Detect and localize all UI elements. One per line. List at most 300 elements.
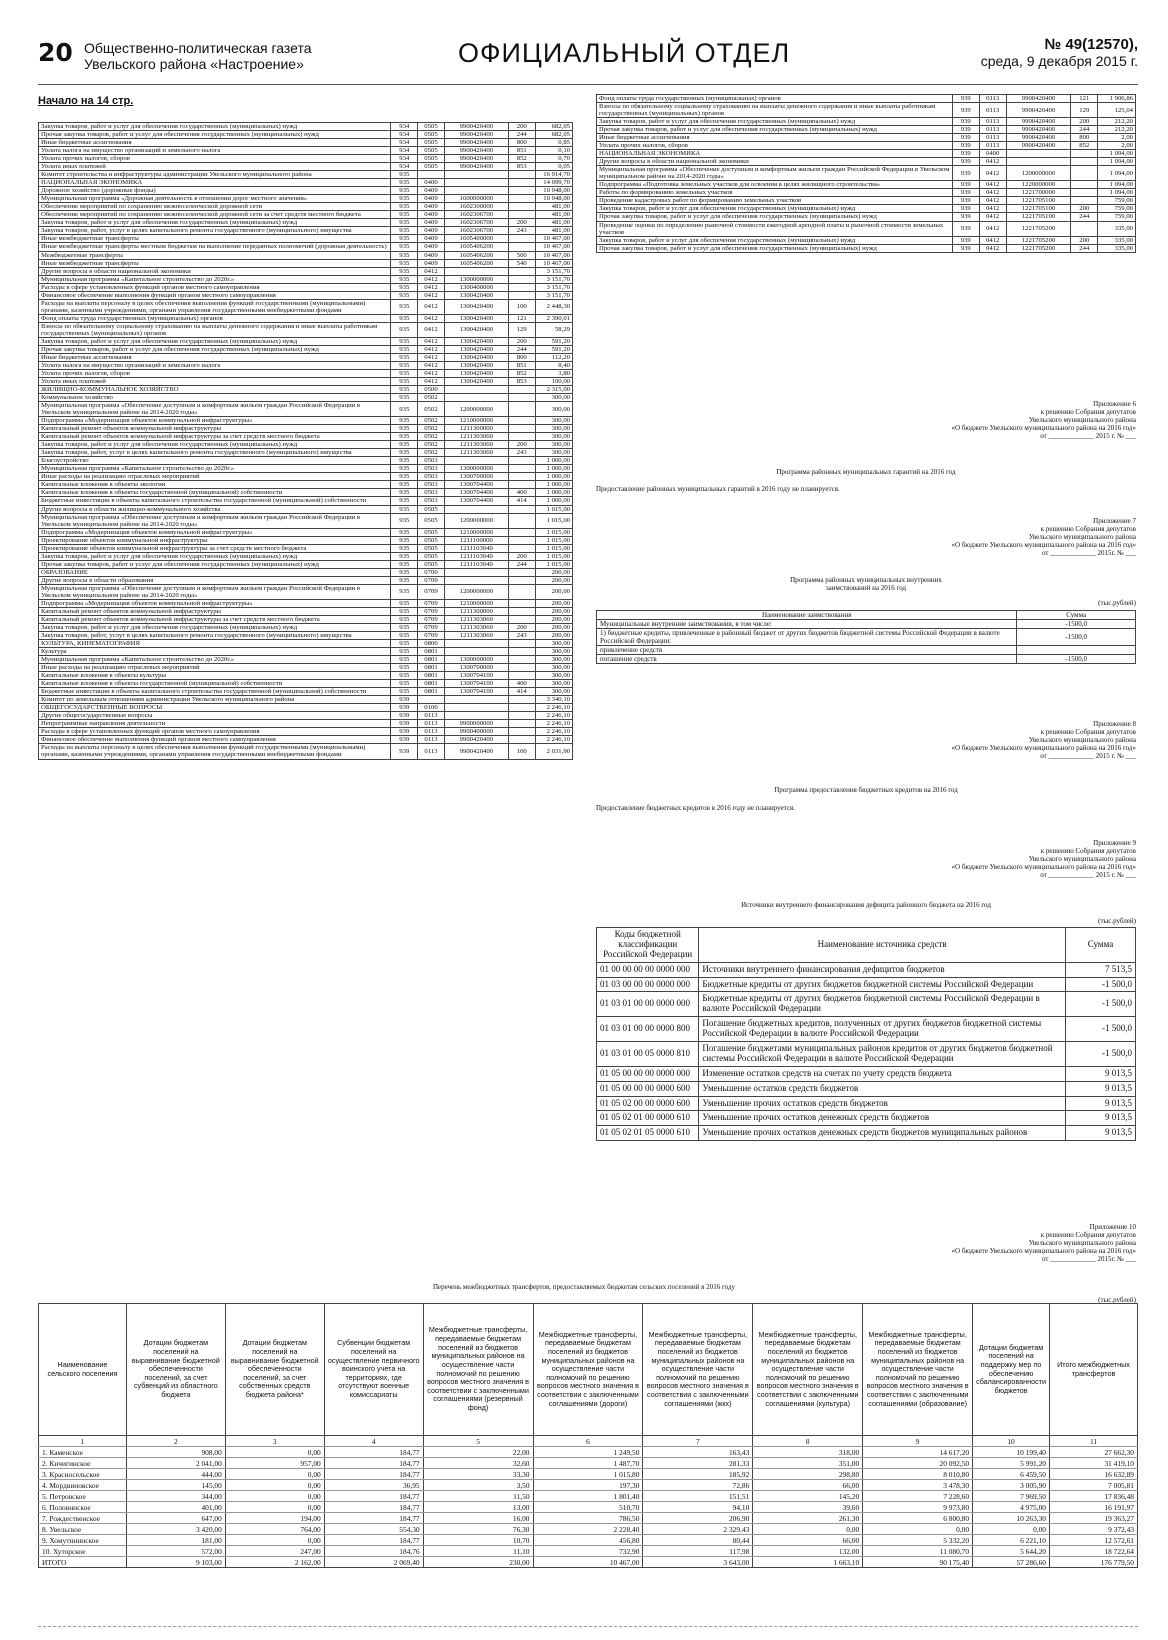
row-vr: 244: [508, 560, 535, 568]
row-vr: [508, 275, 535, 283]
budget-row: [39, 394, 573, 402]
source-cell: Бюджетные кредиты от других бюджетов бюджетной системы Российской Федерации в валюте Российской Федерации: [699, 992, 1066, 1017]
row-grbs: 939: [952, 142, 979, 150]
row-name: Финансовое обеспечение выполнения функций органов местного самоуправления: [39, 736, 391, 744]
row-name: Межбюджетные трансферты: [39, 251, 391, 259]
row-target: 9900420400: [444, 139, 508, 147]
row-section: 0709: [418, 632, 445, 640]
row-target: 9900420400: [444, 736, 508, 744]
row-vr: [1071, 189, 1098, 197]
row-grbs: 935: [391, 599, 418, 607]
row-sum: 300,00: [535, 648, 572, 656]
row-vr: [508, 235, 535, 243]
row-vr: [508, 195, 535, 203]
value-cell: 456,80: [533, 1535, 643, 1546]
header-source: Наименование источника средств: [699, 928, 1066, 963]
source-cell: Бюджетные кредиты от других бюджетов бюджетной системы Российской Федерации: [699, 977, 1066, 992]
row-section: 0412: [979, 197, 1006, 205]
table-row: [597, 992, 1136, 1017]
row-name: Бюджетные инвестиции в объекты капитального строительства государственной (муниципальной) собственности: [39, 688, 391, 696]
row-name: Работы по формированию земельных участков: [597, 189, 953, 197]
sum-cell: -1 500,0: [1065, 977, 1135, 992]
budget-row: [39, 369, 573, 377]
value-cell: 17 836,48: [1050, 1491, 1138, 1502]
code-cell: 01 03 01 00 00 0000 000: [597, 992, 699, 1017]
budget-row: [39, 615, 573, 623]
row-vr: [508, 696, 535, 704]
page-header: [38, 34, 1138, 80]
budget-row: [39, 171, 573, 179]
row-name: Иные расходы на реализацию отраслевых мероприятий: [39, 664, 391, 672]
row-target: 1210000000: [444, 599, 508, 607]
row-name: Закупка товаров, работ, услуг в целях капитального ремонта государственного (муниципального) имущества: [39, 632, 391, 640]
row-section: 0505: [418, 544, 445, 552]
row-target: 9900000000: [444, 720, 508, 728]
value-cell: 10 467,00: [533, 1557, 643, 1568]
row-target: 1200000000: [444, 584, 508, 599]
issue-info: [981, 36, 1138, 70]
row-sum: 759,00: [1098, 213, 1136, 221]
row-vr: [1071, 197, 1098, 205]
row-target: 1300000000: [444, 275, 508, 283]
row-vr: 200: [1071, 205, 1098, 213]
column-number: 4: [324, 1436, 423, 1447]
row-grbs: 935: [391, 259, 418, 267]
settlement-name: 8. Увельское: [39, 1524, 127, 1535]
row-vr: 414: [508, 497, 535, 505]
budget-row: [39, 576, 573, 584]
value-cell: 3 420,00: [126, 1524, 225, 1535]
row-section: 0409: [418, 219, 445, 227]
appendix-7-unit: (тыс.рублей): [1098, 599, 1136, 607]
row-grbs: 939: [952, 134, 979, 142]
row-section: 0709: [418, 615, 445, 623]
row-name: Уплата прочих налогов, сборов: [39, 369, 391, 377]
row-vr: [1071, 158, 1098, 166]
row-section: 0412: [418, 291, 445, 299]
budget-row: [39, 227, 573, 235]
row-vr: [508, 584, 535, 599]
value-cell: 1 801,40: [533, 1491, 643, 1502]
row-sum: 591,20: [535, 345, 572, 353]
row-section: 0503: [418, 489, 445, 497]
row-grbs: 935: [391, 235, 418, 243]
row-name: Подпрограмма «Модернизация объектов коммунальной инфраструктуры»: [39, 528, 391, 536]
row-sum: 759,00: [1098, 205, 1136, 213]
row-vr: 852: [508, 155, 535, 163]
table-row: [39, 1469, 1138, 1480]
budget-row: [39, 147, 573, 155]
budget-row: [39, 704, 573, 712]
sum-cell: 7 513,5: [1065, 962, 1135, 977]
row-target: 9900400000: [444, 728, 508, 736]
row-target: 1300420400: [444, 378, 508, 386]
row-grbs: 935: [391, 672, 418, 680]
row-section: 0113: [979, 134, 1006, 142]
row-section: 0709: [418, 607, 445, 615]
row-name: Капитальные вложения в объекты государственной (муниципальной) собственности: [39, 680, 391, 688]
row-target: 1220000000: [1006, 181, 1071, 189]
column-number: 5: [423, 1436, 533, 1447]
budget-row: [39, 219, 573, 227]
row-target: 1300420400: [444, 361, 508, 369]
value-cell: 145,00: [126, 1480, 225, 1491]
row-sum: 1 000,00: [535, 489, 572, 497]
row-sum: 200,00: [535, 615, 572, 623]
row-sum: 335,00: [1098, 236, 1136, 244]
row-name: Расходы на выплаты персоналу в целях обеспечения выполнения функций государственными (муниципальными) органами, казенными учреждениями, органами управления государственными внебюджетными фондами: [39, 744, 391, 759]
table-row: [597, 1042, 1136, 1067]
budget-row: [39, 632, 573, 640]
row-vr: 244: [1071, 213, 1098, 221]
settlement-name: 1. Каменское: [39, 1447, 127, 1458]
table-row: [597, 1017, 1136, 1042]
row-name: Закупка товаров, работ и услуг для обеспечения государственных (муниципальных) нужд: [39, 441, 391, 449]
sum-cell: -1 500,0: [1065, 1042, 1135, 1067]
row-target: 1211303060: [444, 623, 508, 631]
row-target: 9900420400: [1006, 118, 1071, 126]
row-grbs: 935: [391, 417, 418, 425]
row-sum: 212,20: [1098, 118, 1136, 126]
row-target: 9900420400: [1006, 126, 1071, 134]
row-section: 0505: [418, 560, 445, 568]
budget-row: [597, 181, 1136, 189]
settlement-name: 7. Рождественское: [39, 1513, 127, 1524]
row-vr: [508, 386, 535, 394]
value-cell: 14 617,20: [863, 1447, 973, 1458]
value-cell: 3,50: [423, 1480, 533, 1491]
row-target: [444, 696, 508, 704]
row-sum: 3 151,70: [535, 283, 572, 291]
budget-row: [597, 205, 1136, 213]
budget-row: [39, 680, 573, 688]
value-cell: 184,77: [324, 1502, 423, 1513]
budget-row: [39, 497, 573, 505]
row-name: Капитальный ремонт объектов коммунальной инфраструктуры: [39, 607, 391, 615]
row-sum: 300,00: [535, 394, 572, 402]
value-cell: 185,92: [643, 1469, 753, 1480]
row-section: [418, 696, 445, 704]
column-header: Межбюджетные трансферты, передаваемые бюджетам поселений из бюджетов муниципальных районов на осуществление части полномочий по решению вопросов местного значения в соответствии с заключенными соглашениями (резервный фонд): [423, 1304, 533, 1436]
row-name: НАЦИОНАЛЬНАЯ ЭКОНОМИКА: [39, 179, 391, 187]
row-vr: [508, 736, 535, 744]
row-target: [444, 568, 508, 576]
row-vr: [508, 187, 535, 195]
row-section: 0113: [418, 720, 445, 728]
value-cell: 5 332,20: [863, 1535, 973, 1546]
budget-row: [597, 103, 1136, 118]
row-section: 0709: [418, 599, 445, 607]
row-sum: 100,00: [535, 378, 572, 386]
value-cell: 184,77: [324, 1535, 423, 1546]
row-grbs: 935: [391, 449, 418, 457]
row-name: Муниципальная программа «Обеспечение доступным и комфортным жильем граждан Российской Федерации в Увельском муниципальном районе на 2014-2020 годы»: [597, 166, 953, 181]
budget-row: [39, 353, 573, 361]
row-grbs: 935: [391, 648, 418, 656]
row-grbs: 939: [952, 118, 979, 126]
budget-row: [39, 648, 573, 656]
row-target: 1300000000: [444, 656, 508, 664]
row-sum: 591,20: [535, 337, 572, 345]
row-sum: 10 467,00: [535, 235, 572, 243]
row-grbs: 939: [952, 158, 979, 166]
row-name: ОБЩЕГОСУДАРСТВЕННЫЕ ВОПРОСЫ: [39, 704, 391, 712]
budget-row: [39, 607, 573, 615]
row-sum: 759,00: [1098, 197, 1136, 205]
row-section: 0505: [418, 163, 445, 171]
row-name: Муниципальная программа «Обеспечение доступным и комфортным жильем граждан Российской Федерации в Увельском муниципальном районе на 2014-2020 годы»: [39, 513, 391, 528]
row-target: [444, 505, 508, 513]
row-sum: 2,00: [1098, 134, 1136, 142]
row-name: Муниципальная программа «Дорожная деятельность в отношении дорог местного значения»: [39, 195, 391, 203]
value-cell: 247,00: [225, 1546, 324, 1557]
row-target: 9900420400: [444, 163, 508, 171]
row-section: 0412: [418, 283, 445, 291]
row-sum: 1 015,00: [535, 513, 572, 528]
appendix-8-text: Предоставление бюджетных кредитов в 2016 году не планируется.: [596, 804, 795, 812]
row-vr: [1071, 166, 1098, 181]
budget-row: [39, 720, 573, 728]
row-grbs: 935: [391, 441, 418, 449]
appendix-10-title: Перечень межбюджетных трансфертов, предоставляемых бюджетам сельских поселений в 2016 году: [432, 1283, 736, 1291]
budget-row: [39, 195, 573, 203]
row-sum: 300,00: [535, 664, 572, 672]
row-target: 1211303060: [444, 632, 508, 640]
row-sum: 1 094,00: [1098, 189, 1136, 197]
row-target: 1200000000: [444, 402, 508, 417]
row-target: 9900420400: [1006, 142, 1071, 150]
row-vr: 852: [508, 369, 535, 377]
row-grbs: 935: [391, 337, 418, 345]
value-cell: 31 419,10: [1050, 1458, 1138, 1469]
budget-row: [39, 386, 573, 394]
row-section: 0409: [418, 203, 445, 211]
budget-row: [39, 378, 573, 386]
row-grbs: 935: [391, 369, 418, 377]
row-vr: [1071, 181, 1098, 189]
row-grbs: 935: [391, 171, 418, 179]
row-sum: 1 015,00: [535, 544, 572, 552]
row-name: Прочая закупка товаров, работ и услуг для обеспечения государственных (муниципальных) нужд: [597, 213, 953, 221]
issue-date: среда, 9 декабря 2015 г.: [980, 53, 1138, 69]
row-sum: 481,00: [535, 219, 572, 227]
row-vr: [508, 615, 535, 623]
row-name: Фонд оплаты труда государственных (муниципальных) органов: [39, 314, 391, 322]
row-grbs: 935: [391, 623, 418, 631]
row-name: Иные межбюджетные трансферты местным бюджетам на выполнение переданных полномочий (дорожная деятельность): [39, 243, 391, 251]
budget-row: [597, 221, 1136, 236]
appendix-7-header: Приложение 7 к решению Собрания депутатов Увельского муниципального района «О бюджете Увельского муниципального района на 2016 год» от _____________ 2015г. № ___: [951, 517, 1136, 558]
value-cell: 230,00: [423, 1557, 533, 1568]
row-name: Уплата налога на имущество организаций и земельного налога: [39, 147, 391, 155]
value-cell: 2 069,40: [324, 1557, 423, 1568]
row-vr: [508, 664, 535, 672]
row-target: 1300704400: [444, 481, 508, 489]
source-cell: Уменьшение прочих остатков средств бюджетов: [699, 1096, 1066, 1111]
row-target: 1221705200: [1006, 221, 1071, 236]
row-sum: 200,00: [535, 599, 572, 607]
row-grbs: 935: [391, 552, 418, 560]
row-target: 1300400000: [444, 283, 508, 291]
value-cell: 7 005,81: [1050, 1480, 1138, 1491]
budget-row: [39, 433, 573, 441]
value-cell: 206,90: [643, 1513, 753, 1524]
code-cell: 01 05 00 00 00 0000 000: [597, 1066, 699, 1081]
row-section: 0412: [418, 337, 445, 345]
row-name: ЖИЛИЩНО-КОММУНАЛЬНОЕ ХОЗЯЙСТВО: [39, 386, 391, 394]
code-cell: 01 03 01 00 00 0000 800: [597, 1017, 699, 1042]
row-name: Комитет строительства и инфраструктуры администрации Увельского муниципального района: [39, 171, 391, 179]
row-section: 0412: [418, 314, 445, 322]
settlement-name: 5. Петровское: [39, 1491, 127, 1502]
row-sum: 2,00: [1098, 142, 1136, 150]
row-grbs: 935: [391, 473, 418, 481]
row-sum: 300,00: [535, 449, 572, 457]
row-sum: 300,00: [535, 441, 572, 449]
row-section: 0113: [979, 103, 1006, 118]
value-cell: 181,00: [126, 1535, 225, 1546]
row-target: 9900420400: [1006, 134, 1071, 142]
value-cell: 0,00: [225, 1502, 324, 1513]
row-sum: 2 246,10: [535, 736, 572, 744]
row-vr: 100: [508, 744, 535, 759]
row-section: 0113: [979, 142, 1006, 150]
table-row: [597, 1081, 1136, 1096]
budget-row: [597, 126, 1136, 134]
row-grbs: 934: [391, 163, 418, 171]
source-cell: Уменьшение прочих остатков денежных средств бюджетов: [699, 1111, 1066, 1126]
value-cell: 344,00: [126, 1491, 225, 1502]
value-cell: 19 363,27: [1050, 1513, 1138, 1524]
table-row: [597, 1096, 1136, 1111]
row-grbs: 935: [391, 353, 418, 361]
row-name: Культура: [39, 648, 391, 656]
row-target: [444, 576, 508, 584]
row-grbs: 939: [391, 736, 418, 744]
table-row: [39, 1480, 1138, 1491]
row-sum: 200,00: [535, 607, 572, 615]
budget-row: [39, 314, 573, 322]
row-sum: 2 448,30: [535, 299, 572, 314]
row-sum: 2 315,00: [535, 386, 572, 394]
row-sum: 8,40: [535, 361, 572, 369]
row-target: [444, 394, 508, 402]
row-name: Закупка товаров, работ и услуг для обеспечения государственных (муниципальных) нужд: [39, 337, 391, 345]
row-target: 1221705200: [1006, 244, 1071, 252]
row-section: 0409: [418, 187, 445, 195]
appendix-6-text: Предоставление районных муниципальных гарантий в 2016 году не планируется.: [596, 485, 840, 493]
column-number: 3: [225, 1436, 324, 1447]
budget-table-left: [38, 122, 573, 760]
row-sum: 1 094,00: [1098, 166, 1136, 181]
row-name: НАЦИОНАЛЬНАЯ ЭКОНОМИКА: [597, 150, 953, 158]
row-sum: 2 246,10: [535, 712, 572, 720]
column-header: Субвенции бюджетам поселений на осуществление первичного воинского учета на территориях, где отсутствуют военные комиссариаты: [324, 1304, 423, 1436]
row-grbs: 939: [391, 744, 418, 759]
row-section: 0503: [418, 473, 445, 481]
transfers-table: [38, 1303, 1138, 1568]
value-cell: 10,70: [423, 1535, 533, 1546]
value-cell: 0,00: [225, 1491, 324, 1502]
budget-row: [39, 544, 573, 552]
row-grbs: 935: [391, 544, 418, 552]
table-row: 1) бюджетные кредиты, привлеченные в районный бюджет от других бюджетов бюджетной системы Российской Федерации в валюте Российской Федерации: -1500,0: [597, 629, 1136, 646]
row-sum: 200,00: [535, 623, 572, 631]
row-vr: 853: [508, 378, 535, 386]
row-grbs: 939: [952, 197, 979, 205]
row-grbs: 935: [391, 251, 418, 259]
row-section: 0113: [418, 744, 445, 759]
row-grbs: 935: [391, 680, 418, 688]
row-vr: [508, 544, 535, 552]
value-cell: 2 162,00: [225, 1557, 324, 1568]
column-header: Межбюджетные трансферты, передаваемые бюджетам поселений из бюджетов муниципальных районов на осуществление части полномочий по решению вопросов местного значения в соответствии с заключенными соглашениями (образование): [863, 1304, 973, 1436]
row-sum: 2 246,10: [535, 720, 572, 728]
value-cell: 184,77: [324, 1447, 423, 1458]
row-name: Капитальные вложения в объекты государственной (муниципальной) собственности: [39, 489, 391, 497]
row-vr: 200: [508, 123, 535, 131]
row-grbs: 935: [391, 632, 418, 640]
value-cell: 908,00: [126, 1447, 225, 1458]
row-sum: 3,80: [535, 369, 572, 377]
row-section: 0412: [979, 205, 1006, 213]
row-grbs: 939: [952, 166, 979, 181]
budget-row: [39, 337, 573, 345]
row-sum: 300,00: [535, 688, 572, 696]
row-section: 0709: [418, 623, 445, 631]
row-grbs: 935: [391, 457, 418, 465]
value-cell: 5 644,20: [973, 1546, 1050, 1557]
row-section: 0502: [418, 449, 445, 457]
row-target: 9900420400: [1006, 103, 1071, 118]
continuation-note: Начало на 14 стр.: [38, 95, 134, 107]
row-name: Муниципальная программа «Капитальное строительство до 2020г.»: [39, 465, 391, 473]
row-grbs: 935: [391, 402, 418, 417]
row-section: 0503: [418, 457, 445, 465]
row-section: 0409: [418, 211, 445, 219]
row-target: 1211300000: [444, 425, 508, 433]
row-section: 0800: [418, 640, 445, 648]
row-section: 0801: [418, 648, 445, 656]
row-name: Прочая закупка товаров, работ и услуг для обеспечения государственных (муниципальных) нужд: [39, 560, 391, 568]
row-grbs: 935: [391, 656, 418, 664]
row-target: [444, 386, 508, 394]
row-grbs: 939: [952, 236, 979, 244]
row-vr: [508, 656, 535, 664]
row-grbs: 935: [391, 433, 418, 441]
row-vr: [508, 640, 535, 648]
row-sum: 3 151,70: [535, 275, 572, 283]
row-name: Закупка товаров, работ, услуг в целях капитального ремонта государственного (муниципального) имущества: [39, 449, 391, 457]
row-vr: [508, 528, 535, 536]
row-sum: 0,10: [535, 147, 572, 155]
row-name: Закупка товаров, работ и услуг для обеспечения государственных (муниципальных) нужд: [39, 552, 391, 560]
budget-row: [597, 158, 1136, 166]
value-cell: 1 663,10: [753, 1557, 863, 1568]
value-cell: 27 662,30: [1050, 1447, 1138, 1458]
row-section: 0502: [418, 433, 445, 441]
row-name: Иные бюджетные ассигнования: [39, 139, 391, 147]
value-cell: 957,00: [225, 1458, 324, 1469]
row-vr: [508, 179, 535, 187]
row-target: 1300420400: [444, 353, 508, 361]
value-cell: 9 372,43: [1050, 1524, 1138, 1535]
deficit-sources-table: [596, 927, 1136, 1141]
row-grbs: 934: [391, 147, 418, 155]
row-section: 0502: [418, 417, 445, 425]
row-grbs: 935: [391, 536, 418, 544]
value-cell: 7 228,60: [863, 1491, 973, 1502]
